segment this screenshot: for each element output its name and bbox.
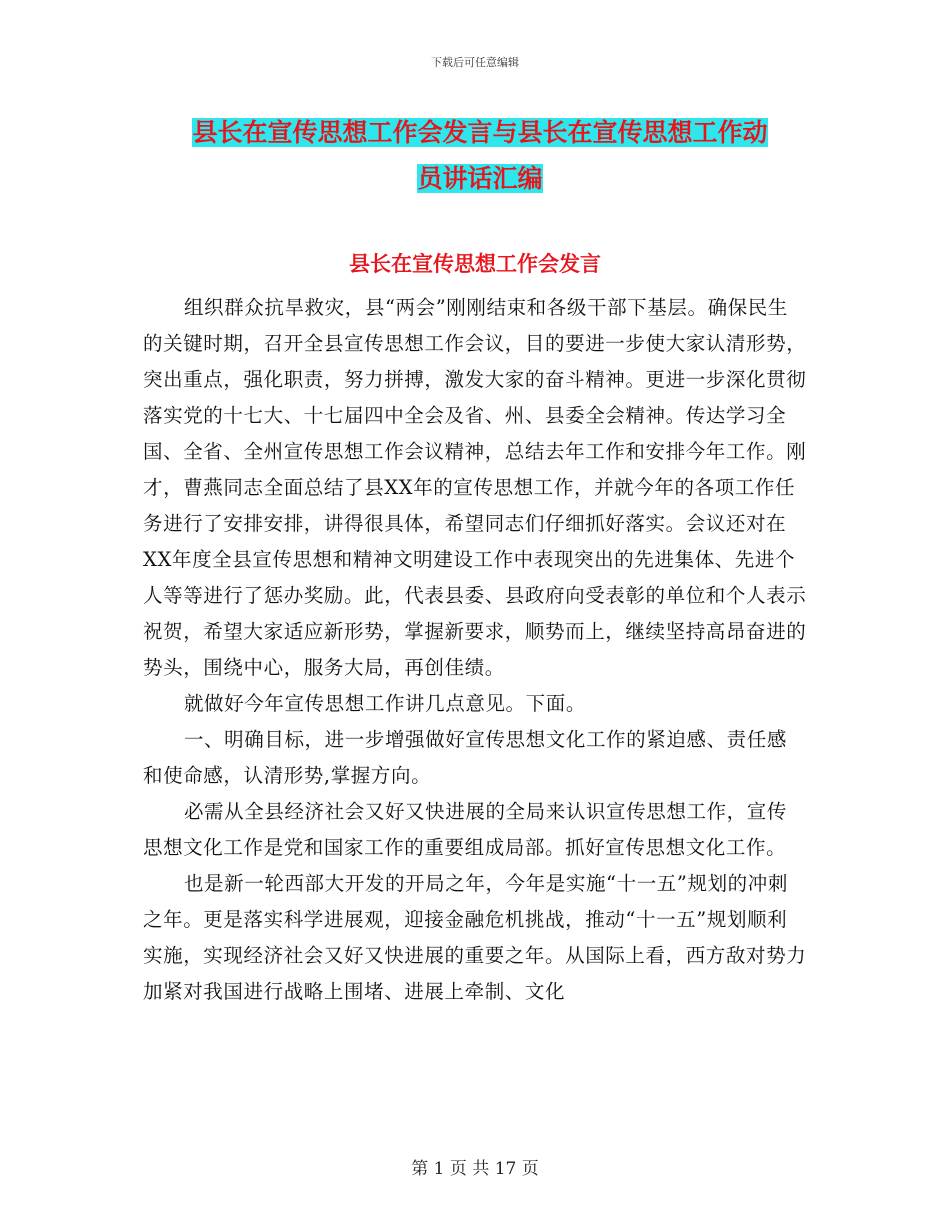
document-title-line-2: 员讲话汇编 <box>417 164 543 193</box>
paragraph: 必需从全县经济社会又好又快进展的全局来认识宣传思想工作，宣传思想文化工作是党和国家工作的重要组成局部。抓好宣传思想文化工作。 <box>143 800 787 859</box>
page-number-footer: 第 1 页 共 17 页 <box>411 1159 539 1179</box>
page-header: 下载后可任意编辑 <box>431 56 519 69</box>
body-text <box>143 290 807 1010</box>
paragraph: 也是新一轮西部大开发的开局之年，今年是实施“十一五”规划的冲刺之年。更是落实科学进展观，迎接金融危机挑战，推动“十一五”规划顺利实施，实现经济社会又好又快进展的重要之年。从国际上看，西方敌对势力加紧对我国进行战略上围堵、进展上牵制、文化 <box>143 872 807 1003</box>
section-title: 县长在宣传思想工作会发言 <box>349 251 601 276</box>
paragraph: 就做好今年宣传思想工作讲几点意见。下面。 <box>183 692 586 715</box>
document-title-line-1: 县长在宣传思想工作会发言与县长在宣传思想工作动 <box>192 118 768 147</box>
document-title <box>150 110 810 202</box>
paragraph: 组织群众抗旱救灾，县“两会”刚刚结束和各级干部下基层。确保民生的关键时期，召开全县宣传思想工作会议，目的要进一步使大家认清形势，突出重点，强化职责，努力拼搏，激发大家的奋斗精神。更进一步深化贯彻落实党的十七大、十七届四中全会及省、州、县委全会精神。传达学习全国、全省、全州宣传思想工作会议精神，总结去年工作和安排今年工作。刚才，曹燕同志全面总结了县XX年的宣传思想工作，并就今年的各项工作任务进行了安排安排，讲得很具体，希望同志们仔细抓好落实。会议还对在XX年度全县宣传思想和精神文明建设工作中表现突出的先进集体、先进个人等等进行了惩办奖励。此，代表县委、县政府向受表彰的单位和个人表示祝贺，希望大家适应新形势，掌握新要求，顺势而上，继续坚持高昂奋进的势头，围绕中心，服务大局，再创佳绩。 <box>143 296 807 679</box>
paragraph: 一、明确目标，进一步增强做好宣传思想文化工作的紧迫感、责任感和使命感，认清形势,掌握方向。 <box>143 728 787 787</box>
